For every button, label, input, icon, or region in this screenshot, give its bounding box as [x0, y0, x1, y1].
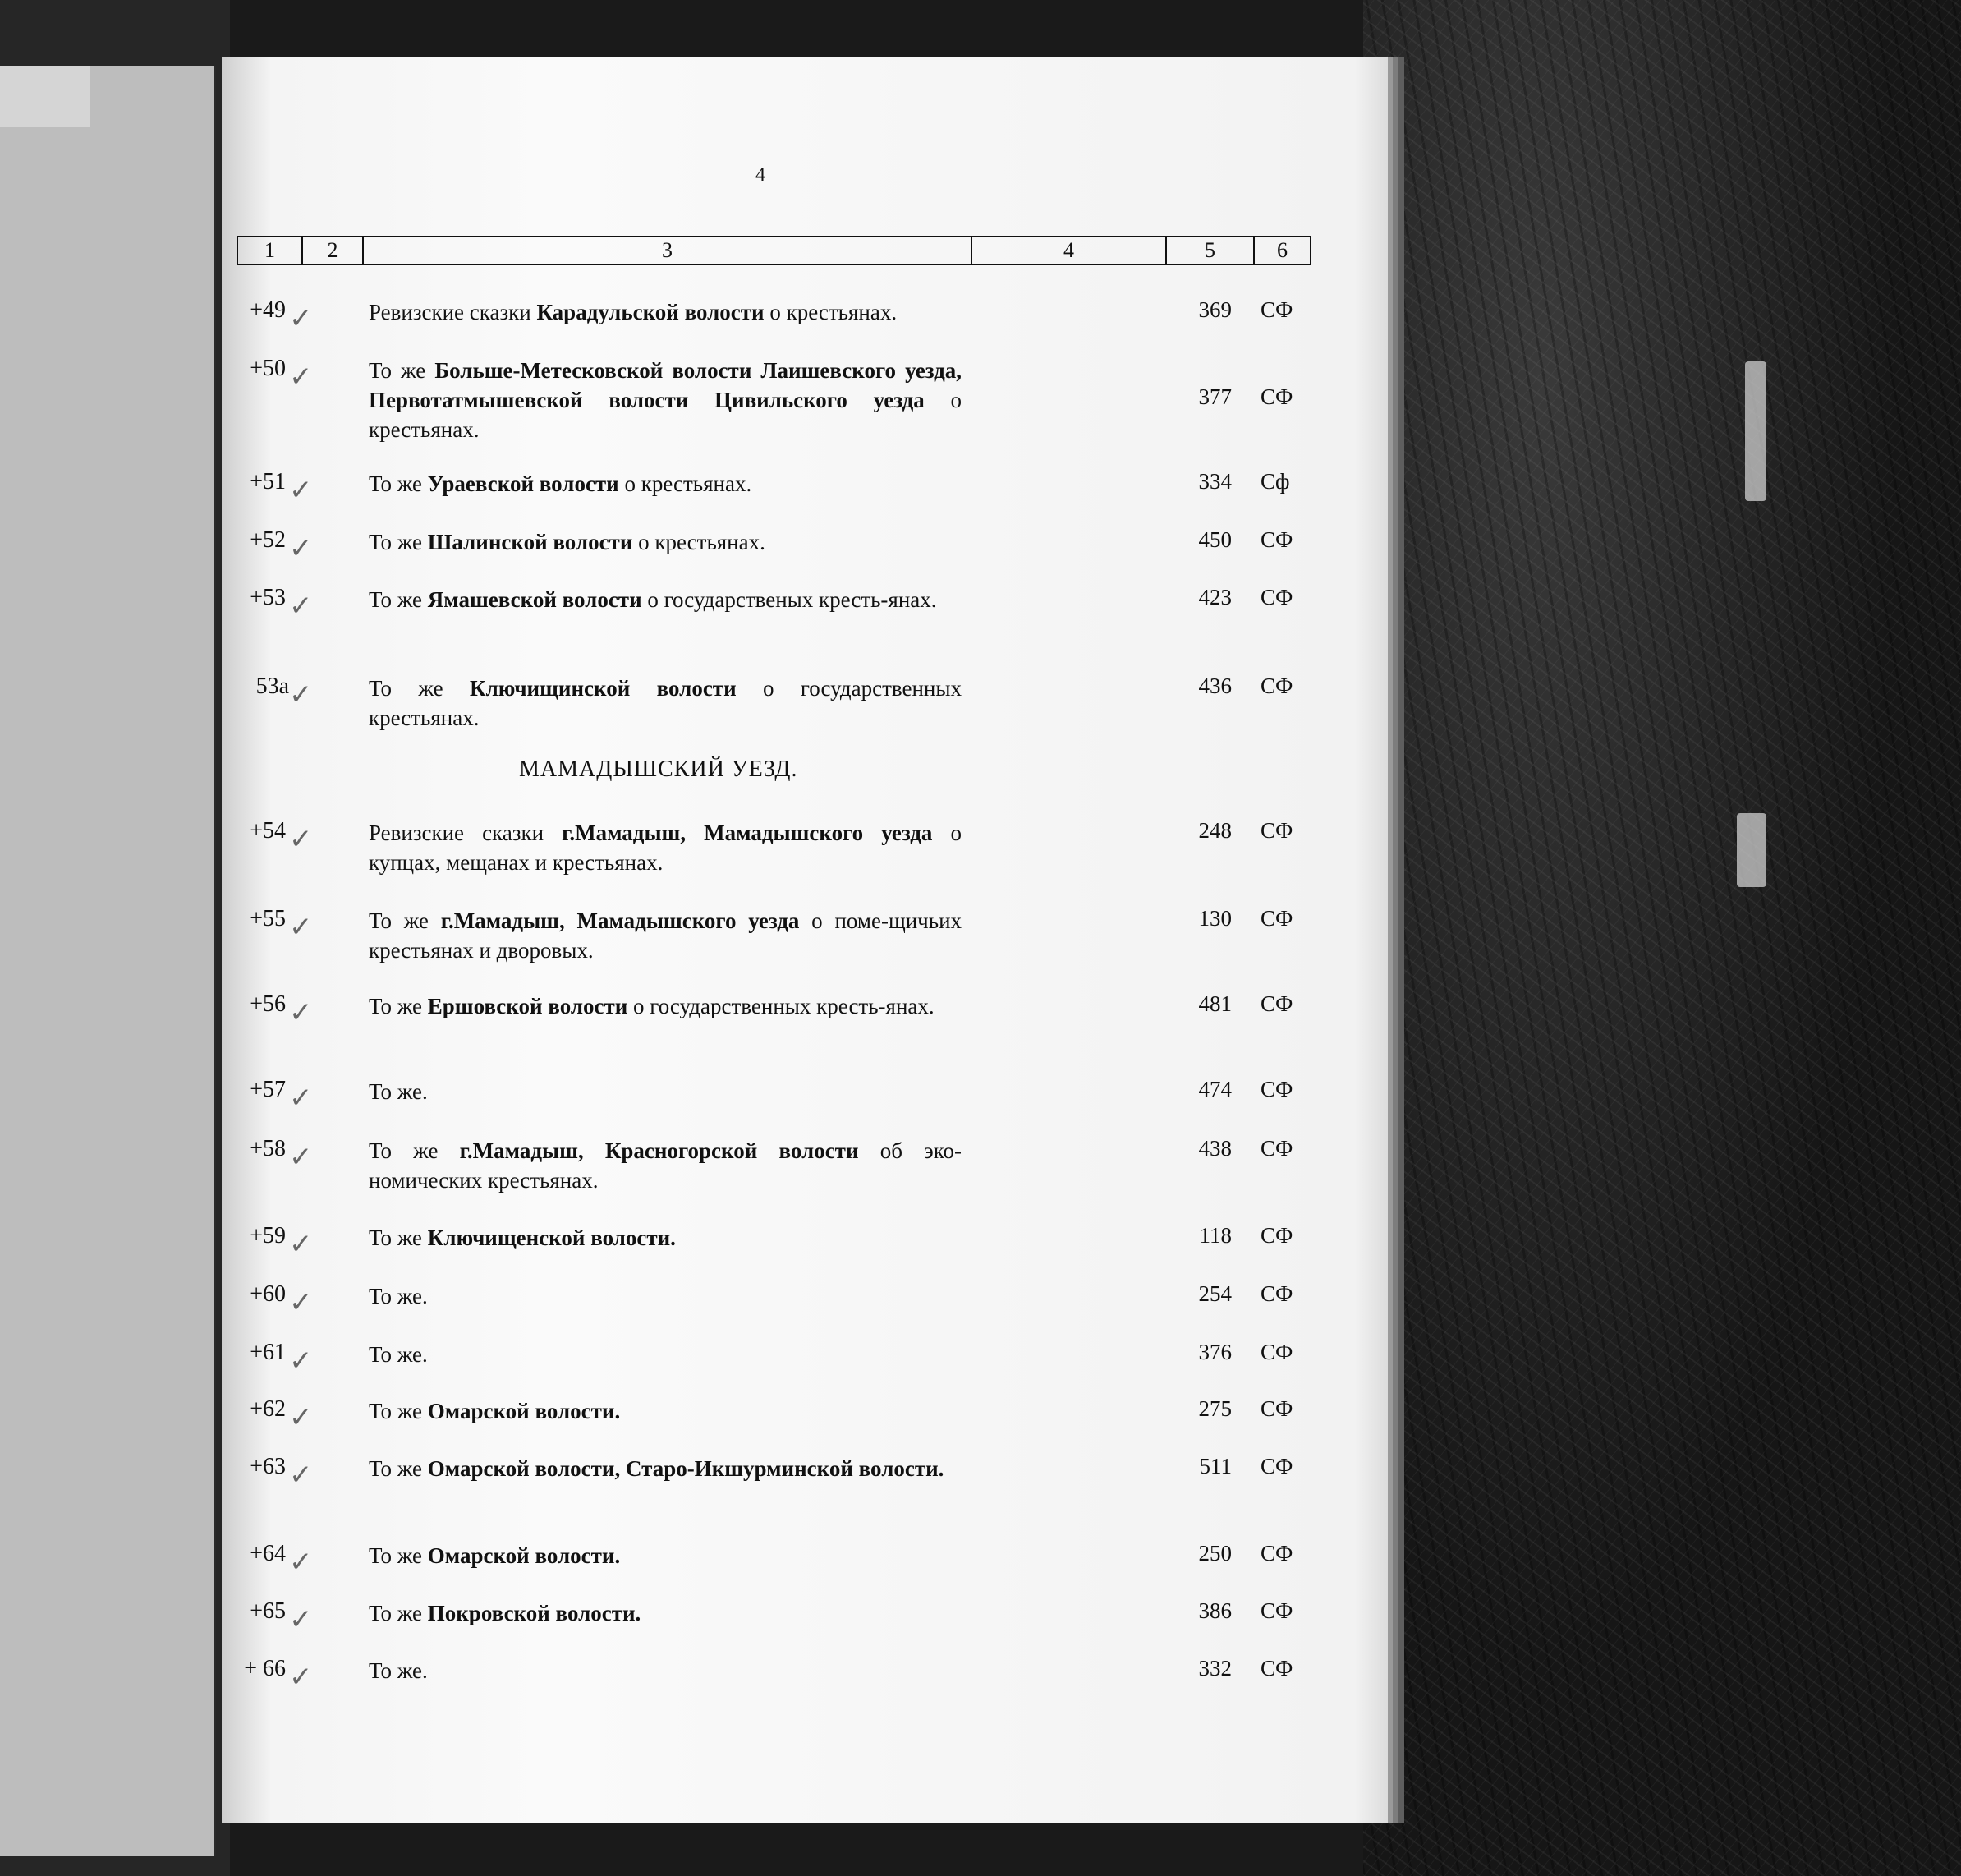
- item-number: +57: [250, 1077, 286, 1102]
- item-fond: СФ: [1261, 1541, 1293, 1566]
- item-description: То же Шалинской волости о крестьянах.: [369, 530, 765, 554]
- column-header: 4: [971, 237, 1166, 264]
- item-number: +54: [250, 818, 286, 844]
- left-page-corner: [0, 66, 90, 127]
- item-number: +52: [250, 527, 286, 553]
- binder-mark: [1745, 361, 1766, 501]
- column-header: 6: [1254, 237, 1311, 264]
- item-quantity: 436: [1198, 674, 1232, 698]
- item-fond: СФ: [1261, 1454, 1293, 1478]
- checkmark-icon: ✓: [289, 590, 313, 623]
- item-fond: СФ: [1261, 1396, 1293, 1421]
- item-number: +60: [250, 1281, 286, 1307]
- item-fond: СФ: [1261, 1077, 1293, 1101]
- item-fond: СФ: [1261, 1136, 1293, 1161]
- item-fond: СФ: [1261, 297, 1293, 322]
- item-number: +50: [250, 356, 286, 381]
- checkmark-icon: ✓: [289, 996, 313, 1029]
- item-quantity: 423: [1198, 585, 1232, 609]
- checkmark-icon: ✓: [289, 361, 313, 393]
- item-quantity: 334: [1198, 469, 1232, 494]
- checkmark-icon: ✓: [289, 911, 313, 944]
- item-quantity: 275: [1198, 1396, 1232, 1421]
- checkmark-icon: ✓: [289, 678, 313, 711]
- item-number: +49: [250, 297, 286, 323]
- item-quantity: 450: [1198, 527, 1232, 552]
- checkmark-icon: ✓: [289, 1228, 313, 1261]
- item-description: То же г.Мамадыш, Красногорской волости об эко-номических крестьянах.: [369, 1138, 962, 1193]
- checkmark-icon: ✓: [289, 823, 313, 856]
- checkmark-icon: ✓: [289, 1141, 313, 1174]
- column-header-row: [237, 236, 1311, 265]
- item-number: +59: [250, 1223, 286, 1248]
- item-number: +53: [250, 585, 286, 610]
- item-fond: СФ: [1261, 818, 1293, 843]
- checkmark-icon: ✓: [289, 1401, 313, 1434]
- checkmark-icon: ✓: [289, 532, 313, 565]
- item-number: +58: [250, 1136, 286, 1161]
- checkmark-icon: ✓: [289, 1603, 313, 1636]
- item-quantity: 481: [1198, 991, 1232, 1016]
- item-fond: СФ: [1261, 1656, 1293, 1681]
- item-quantity: 248: [1198, 818, 1232, 843]
- item-number: +63: [250, 1454, 286, 1479]
- item-quantity: 474: [1198, 1077, 1232, 1101]
- item-description: То же.: [369, 1342, 428, 1367]
- item-quantity: 130: [1198, 906, 1232, 931]
- item-number: 53а: [255, 674, 289, 699]
- item-fond: СФ: [1261, 906, 1293, 931]
- checkmark-icon: ✓: [289, 1459, 313, 1492]
- item-fond: СФ: [1261, 1340, 1293, 1364]
- left-page-fragment: [0, 66, 216, 1856]
- checkmark-icon: ✓: [289, 1082, 313, 1115]
- item-description: Ревизские сказки Карадульской волости о крестьянах.: [369, 300, 898, 324]
- item-number: +56: [250, 991, 286, 1017]
- item-fond: Сф: [1261, 469, 1290, 494]
- item-number: + 66: [244, 1656, 286, 1681]
- item-description: То же Ключищинской волости о государственных крестьянах.: [369, 676, 962, 730]
- item-description: То же Ямашевской волости о государственых кресть-янах.: [369, 587, 937, 612]
- item-description: То же.: [369, 1079, 428, 1104]
- item-fond: СФ: [1261, 527, 1293, 552]
- checkmark-icon: ✓: [289, 1286, 313, 1319]
- item-number: +55: [250, 906, 286, 931]
- item-description: Ревизские сказки г.Мамадыш, Мамадышского уезда о купцах, мещанах и крестьянах.: [369, 821, 962, 875]
- item-number: +51: [250, 469, 286, 494]
- item-fond: СФ: [1261, 991, 1293, 1016]
- item-description: То же Омарской волости.: [369, 1543, 621, 1568]
- item-description: То же Омарской волости, Старо-Икшурминской волости.: [369, 1456, 944, 1481]
- checkmark-icon: ✓: [289, 1345, 313, 1377]
- item-description: То же Покровской волости.: [369, 1601, 641, 1625]
- item-description: То же.: [369, 1284, 428, 1308]
- item-quantity: 332: [1198, 1656, 1232, 1681]
- item-quantity: 376: [1198, 1340, 1232, 1364]
- item-quantity: 254: [1198, 1281, 1232, 1306]
- column-header: 5: [1166, 237, 1254, 264]
- item-description: То же Омарской волости.: [369, 1399, 621, 1423]
- item-quantity: 250: [1198, 1541, 1232, 1566]
- item-description: То же г.Мамадыш, Мамадышского уезда о поме-щичьих крестьянах и дворовых.: [369, 908, 962, 963]
- column-header: 3: [363, 237, 971, 264]
- item-quantity: 118: [1199, 1223, 1232, 1248]
- item-fond: СФ: [1261, 1281, 1293, 1306]
- binder-mark: [1737, 813, 1766, 887]
- checkmark-icon: ✓: [289, 1546, 313, 1579]
- item-fond: СФ: [1261, 674, 1293, 698]
- item-quantity: 386: [1198, 1598, 1232, 1623]
- item-fond: СФ: [1261, 585, 1293, 609]
- item-number: +61: [250, 1340, 286, 1365]
- page-number: 4: [755, 164, 765, 186]
- item-quantity: 438: [1198, 1136, 1232, 1161]
- item-quantity: 377: [1198, 384, 1232, 409]
- item-description: То же Ключищенской волости.: [369, 1225, 676, 1250]
- item-description: То же Ершовской волости о государственных кресть-янах.: [369, 994, 935, 1018]
- checkmark-icon: ✓: [289, 1661, 313, 1694]
- item-number: +62: [250, 1396, 286, 1422]
- leather-cover: [1363, 0, 1961, 1876]
- section-title: МАМАДЫШСКИЙ УЕЗД.: [519, 756, 798, 782]
- item-quantity: 511: [1199, 1454, 1232, 1478]
- item-number: +65: [250, 1598, 286, 1624]
- item-fond: СФ: [1261, 1223, 1293, 1248]
- item-description: То же.: [369, 1658, 428, 1683]
- item-fond: СФ: [1261, 1598, 1293, 1623]
- checkmark-icon: ✓: [289, 474, 313, 507]
- column-header: 2: [302, 237, 363, 264]
- checkmark-icon: ✓: [289, 302, 313, 335]
- column-header: 1: [237, 237, 302, 264]
- item-number: +64: [250, 1541, 286, 1566]
- item-fond: СФ: [1261, 384, 1293, 409]
- item-description: То же Ураевской волости о крестьянах.: [369, 471, 752, 496]
- item-description: То же Больше-Метесковской волости Лаишевского уезда, Первотатмышевской волости Цивильского уезда о крестьянах.: [369, 358, 962, 442]
- item-quantity: 369: [1198, 297, 1232, 322]
